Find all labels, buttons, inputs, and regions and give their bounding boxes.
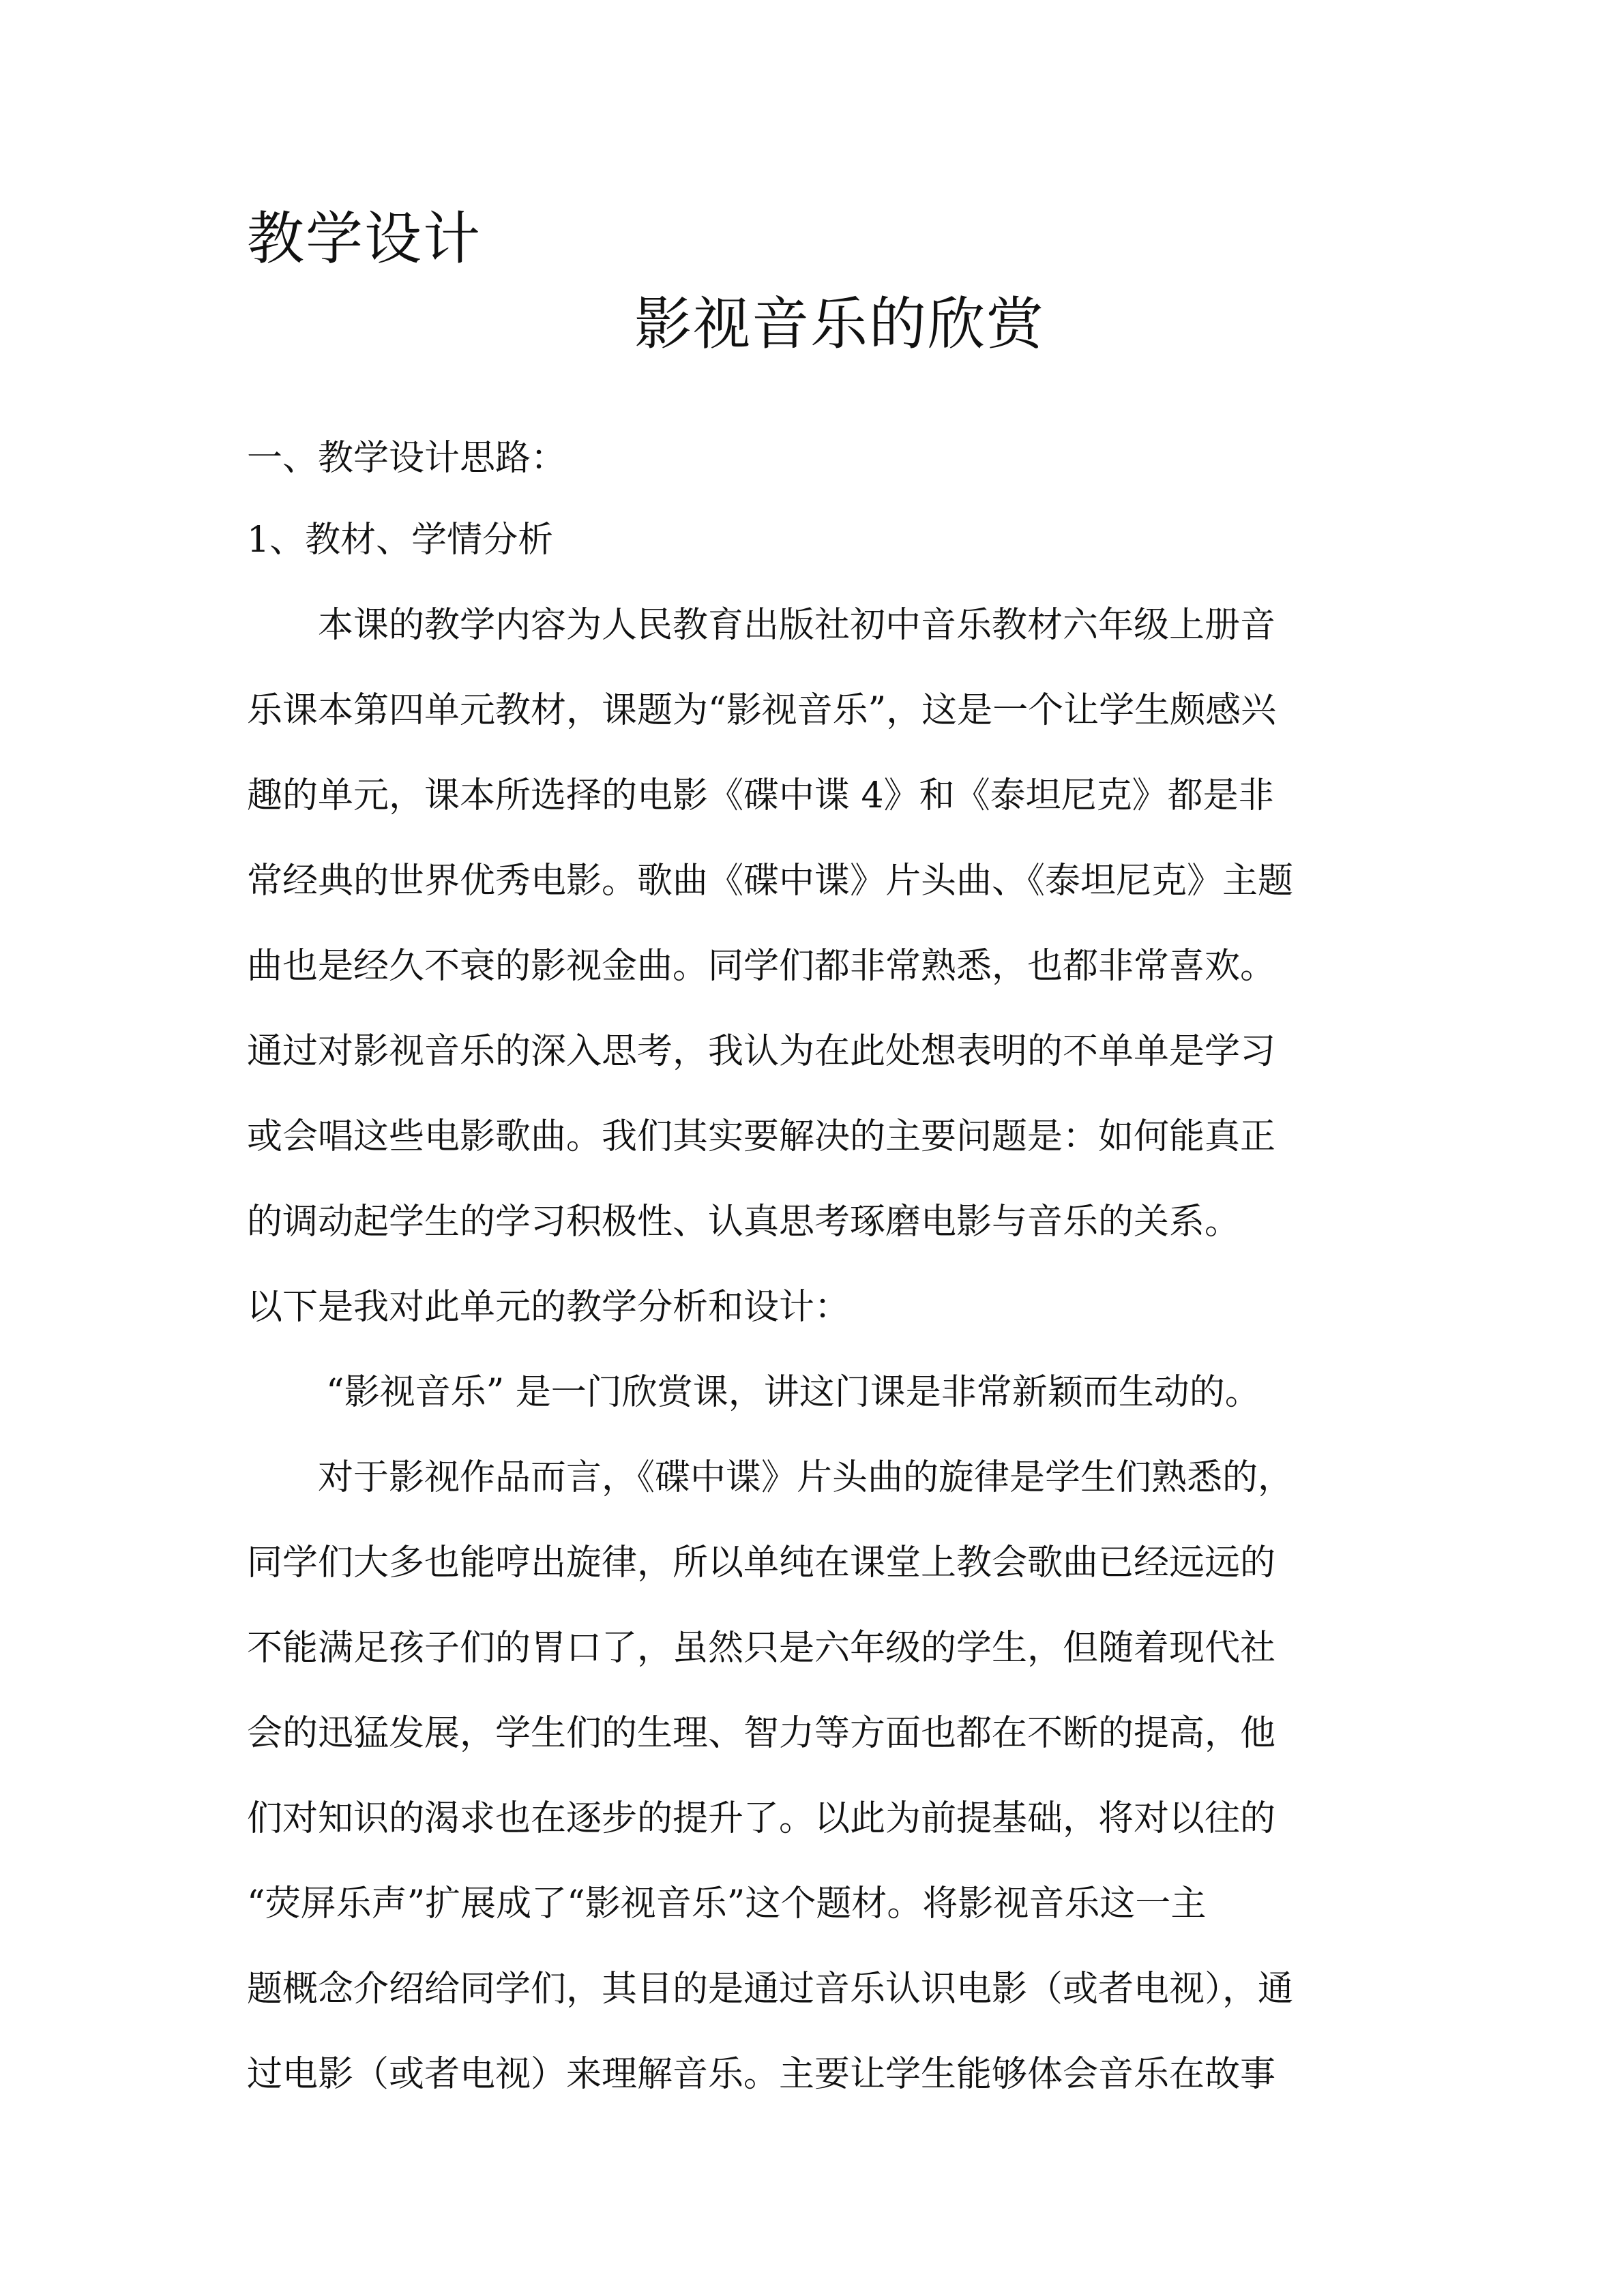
paragraph-line: 会的迅猛发展，学生们的生理、智力等方面也都在不断的提高，他 xyxy=(247,1713,1276,1754)
paragraph-line: 常经典的世界优秀电影。歌曲《碟中谍》片头曲、《泰坦尼克》主题 xyxy=(247,861,1294,901)
section-heading: 一、教学设计思路： xyxy=(247,438,567,479)
paragraph-line: 曲也是经久不衰的影视金曲。同学们都非常熟悉，也都非常喜欢。 xyxy=(247,946,1276,987)
paragraph-line: 或会唱这些电影歌曲。我们其实要解决的主要问题是：如何能真正 xyxy=(247,1116,1276,1157)
paragraph-line: 乐课本第四单元教材，课题为“影视音乐”，这是一个让学生颇感兴 xyxy=(247,690,1277,731)
subsection-heading: 1、教材、学情分析 xyxy=(247,520,554,561)
paragraph-line: 们对知识的渴求也在逐步的提升了。以此为前提基础，将对以往的 xyxy=(247,1798,1276,1839)
document-title: 教学设计 xyxy=(247,205,482,272)
paragraph-line: 以下是我对此单元的教学分析和设计： xyxy=(247,1287,851,1328)
paragraph-line: 对于影视作品而言，《碟中谍》片头曲的旋律是学生们熟悉的， xyxy=(318,1457,1294,1498)
document-subtitle: 影视音乐的欣赏 xyxy=(634,290,1046,357)
paragraph-line: 同学们大多也能哼出旋律，所以单纯在课堂上教会歌曲已经远远的 xyxy=(247,1542,1276,1583)
paragraph-line: 趣的单元，课本所选择的电影《碟中谍 4》和《泰坦尼克》都是非 xyxy=(247,775,1274,816)
paragraph-line: 本课的教学内容为人民教育出版社初中音乐教材六年级上册音 xyxy=(318,605,1276,646)
paragraph-line: 的调动起学生的学习积极性、认真思考琢磨电影与音乐的关系。 xyxy=(247,1202,1241,1242)
paragraph-line: 过电影（或者电视）来理解音乐。主要让学生能够体会音乐在故事 xyxy=(247,2054,1276,2095)
paragraph-line: “影视音乐” 是一门欣赏课，讲这门课是非常新颖而生动的。 xyxy=(326,1372,1260,1413)
paragraph-line: 不能满足孩子们的胃口了，虽然只是六年级的学生，但随着现代社 xyxy=(247,1628,1276,1669)
paragraph-line: “荧屏乐声”扩展成了“影视音乐”这个题材。将影视音乐这一主 xyxy=(247,1883,1207,1924)
paragraph-line: 题概念介绍给同学们，其目的是通过音乐认识电影（或者电视），通 xyxy=(247,1969,1294,2010)
paragraph-line: 通过对影视音乐的深入思考，我认为在此处想表明的不单单是学习 xyxy=(247,1031,1276,1072)
